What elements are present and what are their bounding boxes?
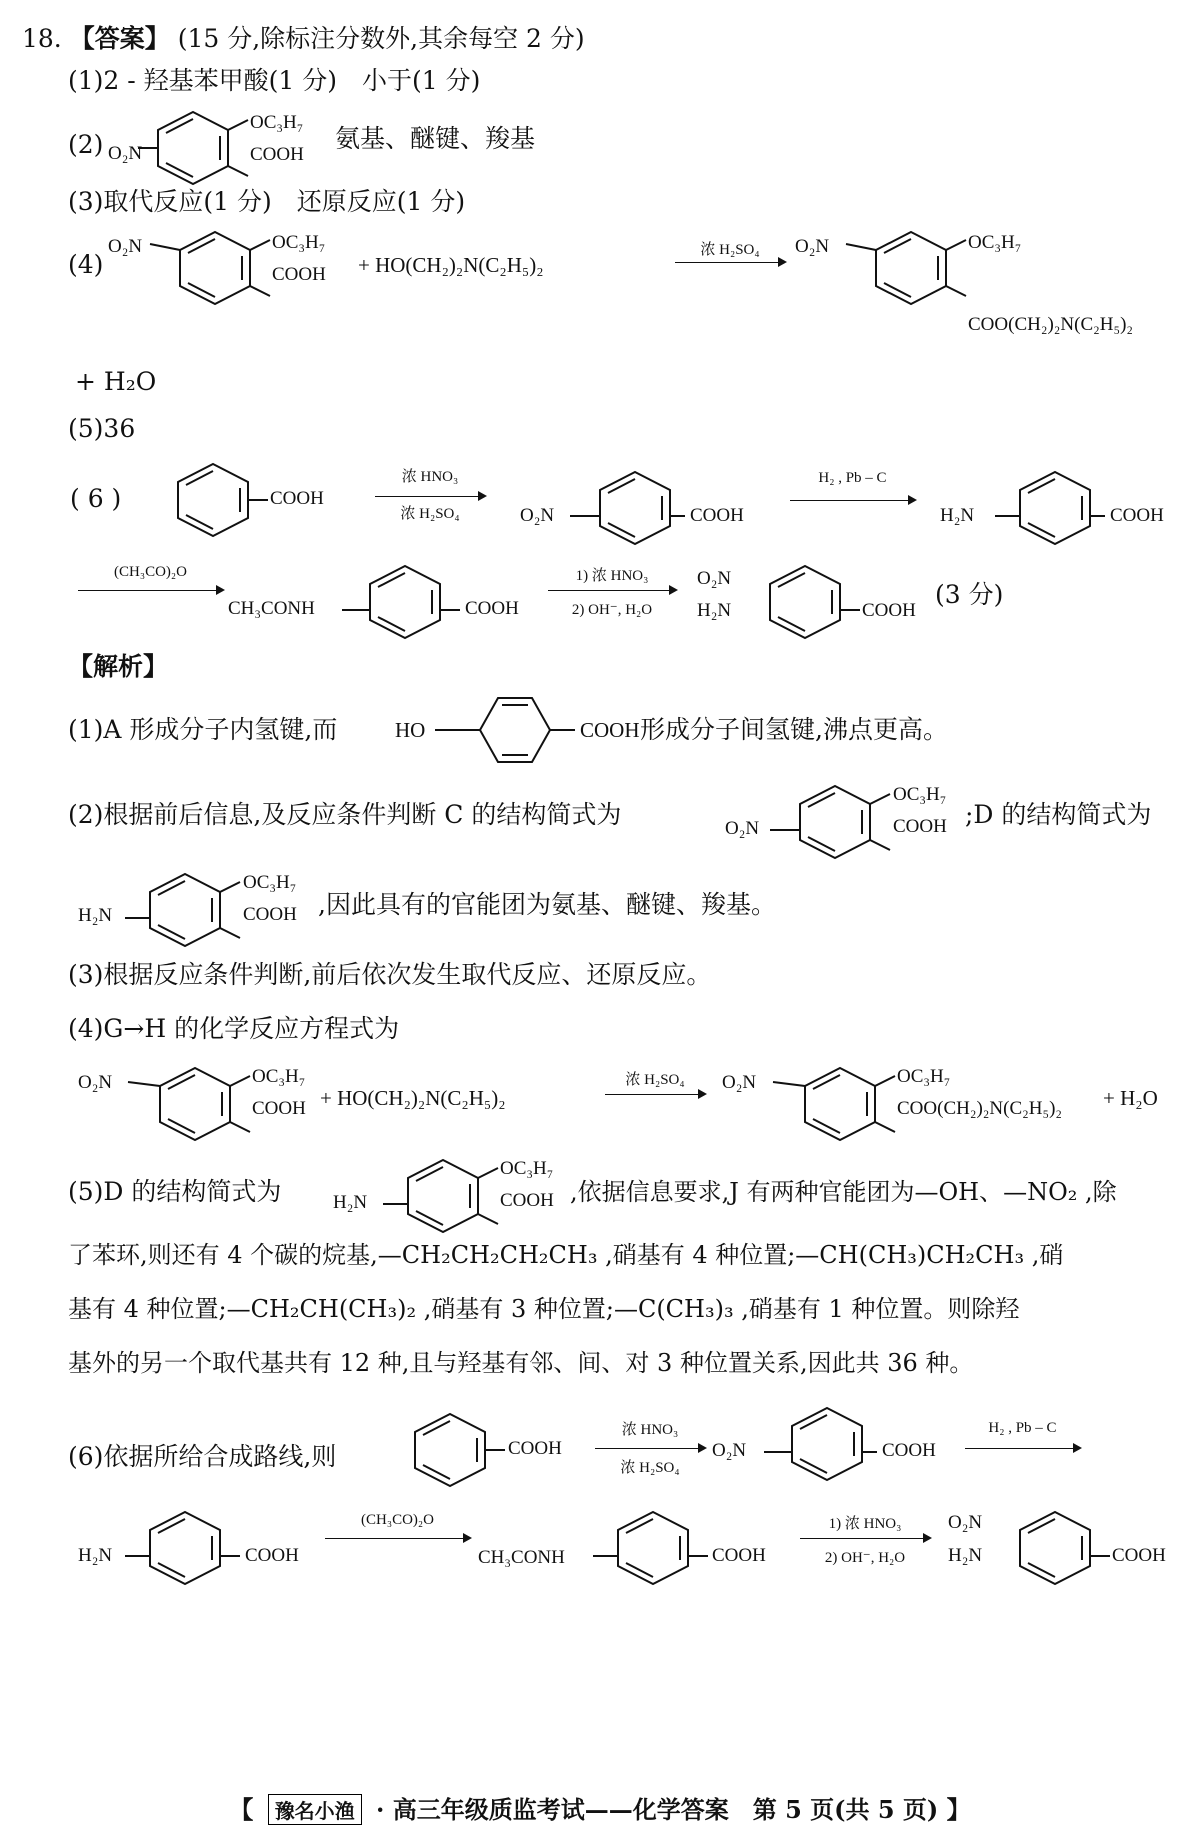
- reaction-arrow: [965, 1448, 1080, 1449]
- answer-note: (15 分,除标注分数外,其余每空 2 分): [177, 24, 585, 53]
- h2n-group: H₂N: [333, 1192, 368, 1213]
- reaction-condition: 浓 H₂SO₄: [400, 506, 460, 522]
- question-header: [22, 22, 585, 56]
- analysis-tag: 【解析】: [68, 652, 169, 681]
- benzene-ring-icon: [782, 1404, 872, 1484]
- oc3h7-group: OC₃H₇: [897, 1066, 951, 1087]
- analysis-3: (3)根据反应条件判断,前后依次发生取代反应、还原反应。: [68, 960, 712, 989]
- reaction-condition: H₂ , Pb – C: [818, 470, 887, 486]
- cooh-group: COOH: [862, 600, 916, 621]
- answer-6-label: ( 6 ): [70, 484, 122, 513]
- cooh-group: COOH: [245, 1545, 299, 1566]
- benzene-ring-icon: [790, 782, 880, 862]
- oc3h7-group: OC₃H₇: [272, 232, 326, 253]
- benzene-ring-icon: [866, 228, 956, 308]
- benzene-ring-icon: [1010, 1508, 1100, 1588]
- h2n-group: H₂N: [78, 1545, 113, 1566]
- benzene-ring-icon: [168, 460, 258, 540]
- reaction-condition: (CH₃CO)₂O: [361, 1512, 434, 1528]
- reaction-condition: (CH₃CO)₂O: [114, 564, 187, 580]
- benzene-ring-icon: [405, 1410, 495, 1490]
- cooh-group: COOH: [508, 1438, 562, 1459]
- reaction-condition: 浓 HNO₃: [401, 469, 459, 485]
- footer-bracket-right: 】: [946, 1795, 971, 1824]
- reaction-condition: 2) OH⁻, H₂O: [824, 1550, 906, 1566]
- o2n-group: O₂N: [78, 1072, 113, 1093]
- oc3h7-group: OC₃H₇: [500, 1158, 554, 1179]
- analysis-2-pre: (2)根据前后信息,及反应条件判断 C 的结构简式为: [68, 800, 622, 829]
- cooh-group: COOH: [500, 1190, 554, 1211]
- cooh-group: COOH: [893, 816, 947, 837]
- reaction-arrow: [800, 1538, 930, 1539]
- benzene-ring-icon: [398, 1156, 488, 1236]
- water: + H₂O: [1103, 1086, 1158, 1110]
- h2n-group: H₂N: [948, 1545, 983, 1566]
- reaction-condition: 2) OH⁻, H₂O: [571, 602, 653, 618]
- analysis-2-post: ,因此具有的官能团为氨基、醚键、羧基。: [318, 890, 776, 919]
- benzene-ring-icon: [170, 228, 260, 308]
- cooh-group: COOH: [252, 1098, 306, 1119]
- o2n-group: O₂N: [722, 1072, 757, 1093]
- reaction-condition: 浓 HNO₃: [621, 1422, 679, 1438]
- ho-group: HO: [395, 718, 426, 742]
- o2n-group: O₂N: [108, 143, 143, 164]
- ester-group: COO(CH₂)₂N(C₂H₅)₂: [897, 1098, 1063, 1119]
- reaction-arrow: [675, 262, 785, 263]
- benzene-ring-icon: [148, 108, 238, 188]
- benzene-ring-icon: [140, 1508, 230, 1588]
- amine-reagent: + HO(CH₂)₂N(C₂H₅)₂: [320, 1086, 506, 1110]
- ch3conh-group: CH₃CONH: [478, 1547, 565, 1568]
- benzene-ring-icon: [760, 562, 850, 642]
- answer-1: (1)2 - 羟基苯甲酸(1 分) 小于(1 分): [68, 66, 481, 95]
- analysis-1-pre: (1)A 形成分子内氢键,而: [68, 715, 338, 744]
- analysis-4: (4)G→H 的化学反应方程式为: [68, 1014, 400, 1043]
- oc3h7-group: OC₃H₇: [250, 112, 304, 133]
- amine-reagent: + HO(CH₂)₂N(C₂H₅)₂: [358, 253, 544, 277]
- analysis-5-line3: 基有 4 种位置;—CH₂CH(CH₃)₂ ,硝基有 3 种位置;—C(CH₃)₃ ,硝基有 1 种位置。则除羟: [68, 1295, 1020, 1323]
- benzene-ring-icon: [470, 690, 560, 770]
- benzene-ring-icon: [795, 1064, 885, 1144]
- reaction-arrow: [595, 1448, 705, 1449]
- answer-3: (3)取代反应(1 分) 还原反应(1 分): [68, 187, 466, 216]
- answer-tag: 【答案】: [69, 24, 170, 53]
- page-footer: [0, 1790, 1200, 1825]
- reaction-arrow: [605, 1094, 705, 1095]
- footer-bracket-left: 【: [229, 1795, 254, 1824]
- benzene-ring-icon: [150, 1064, 240, 1144]
- h2n-group: H₂N: [697, 600, 732, 621]
- reaction-arrow: [548, 590, 676, 591]
- o2n-group: O₂N: [725, 818, 760, 839]
- oc3h7-group: OC₃H₇: [893, 784, 947, 805]
- benzene-ring-icon: [140, 870, 230, 950]
- o2n-group: O₂N: [697, 568, 732, 589]
- o2n-group: O₂N: [712, 1440, 747, 1461]
- reaction-condition: H₂ , Pb – C: [988, 1420, 1057, 1436]
- reaction-condition: 浓 H₂SO₄: [620, 1460, 680, 1476]
- cooh-group: COOH: [1110, 505, 1164, 526]
- cooh-group: COOH: [580, 718, 640, 742]
- brand-logo: 豫名小渔: [268, 1794, 362, 1825]
- cooh-group: COOH: [1112, 1545, 1166, 1566]
- o2n-group: O₂N: [520, 505, 555, 526]
- answer-2-label: (2): [68, 130, 104, 159]
- oc3h7-group: OC₃H₇: [243, 872, 297, 893]
- cooh-group: COOH: [690, 505, 744, 526]
- reaction-arrow: [375, 496, 485, 497]
- analysis-6: (6)依据所给合成路线,则: [68, 1442, 337, 1471]
- analysis-5-line2: 了苯环,则还有 4 个碳的烷基,—CH₂CH₂CH₂CH₃ ,硝基有 4 种位置;—CH(CH₃)CH₂CH₃ ,硝: [68, 1241, 1064, 1269]
- benzene-ring-icon: [360, 562, 450, 642]
- cooh-group: COOH: [270, 488, 324, 509]
- analysis-5-pre: (5)D 的结构简式为: [68, 1177, 282, 1206]
- analysis-1-post: 形成分子间氢键,沸点更高。: [640, 715, 948, 744]
- oc3h7-group: OC₃H₇: [968, 232, 1022, 253]
- analysis-5-post: ,依据信息要求,J 有两种官能团为—OH、—NO₂ ,除: [570, 1178, 1117, 1206]
- ester-group: COO(CH₂)₂N(C₂H₅)₂: [968, 314, 1134, 335]
- footer-text: · 高三年级质监考试——化学答案 第 5 页(共 5 页): [376, 1795, 939, 1824]
- benzene-ring-icon: [1010, 468, 1100, 548]
- h2n-group: H₂N: [78, 905, 113, 926]
- reaction-condition: 1) 浓 HNO₃: [828, 1516, 902, 1532]
- o2n-group: O₂N: [108, 236, 143, 257]
- cooh-group: COOH: [882, 1440, 936, 1461]
- oc3h7-group: OC₃H₇: [252, 1066, 306, 1087]
- reaction-arrow: [790, 500, 915, 501]
- reaction-arrow: [325, 1538, 470, 1539]
- reaction-condition: 浓 H₂SO₄: [700, 242, 760, 258]
- cooh-group: COOH: [250, 144, 304, 165]
- o2n-group: O₂N: [795, 236, 830, 257]
- cooh-group: COOH: [465, 598, 519, 619]
- h2n-group: H₂N: [940, 505, 975, 526]
- o2n-group: O₂N: [948, 1512, 983, 1533]
- cooh-group: COOH: [272, 264, 326, 285]
- ch3conh-group: CH₃CONH: [228, 598, 315, 619]
- reaction-arrow: [78, 590, 223, 591]
- benzene-ring-icon: [590, 468, 680, 548]
- cooh-group: COOH: [243, 904, 297, 925]
- answer-6-score: (3 分): [935, 580, 1004, 609]
- cooh-group: COOH: [712, 1545, 766, 1566]
- question-number: 18.: [22, 24, 62, 53]
- reaction-condition: 浓 H₂SO₄: [625, 1072, 685, 1088]
- reaction-condition: 1) 浓 HNO₃: [575, 568, 649, 584]
- answer-5: (5)36: [68, 414, 136, 443]
- answer-4-water: + H₂O: [75, 367, 157, 396]
- analysis-2-mid: ;D 的结构简式为: [965, 800, 1152, 829]
- analysis-5-line4: 基外的另一个取代基共有 12 种,且与羟基有邻、间、对 3 种位置关系,因此共 36 种。: [68, 1349, 974, 1377]
- answer-2-groups: 氨基、醚键、羧基: [335, 124, 536, 153]
- benzene-ring-icon: [608, 1508, 698, 1588]
- answer-4-label: (4): [68, 250, 104, 279]
